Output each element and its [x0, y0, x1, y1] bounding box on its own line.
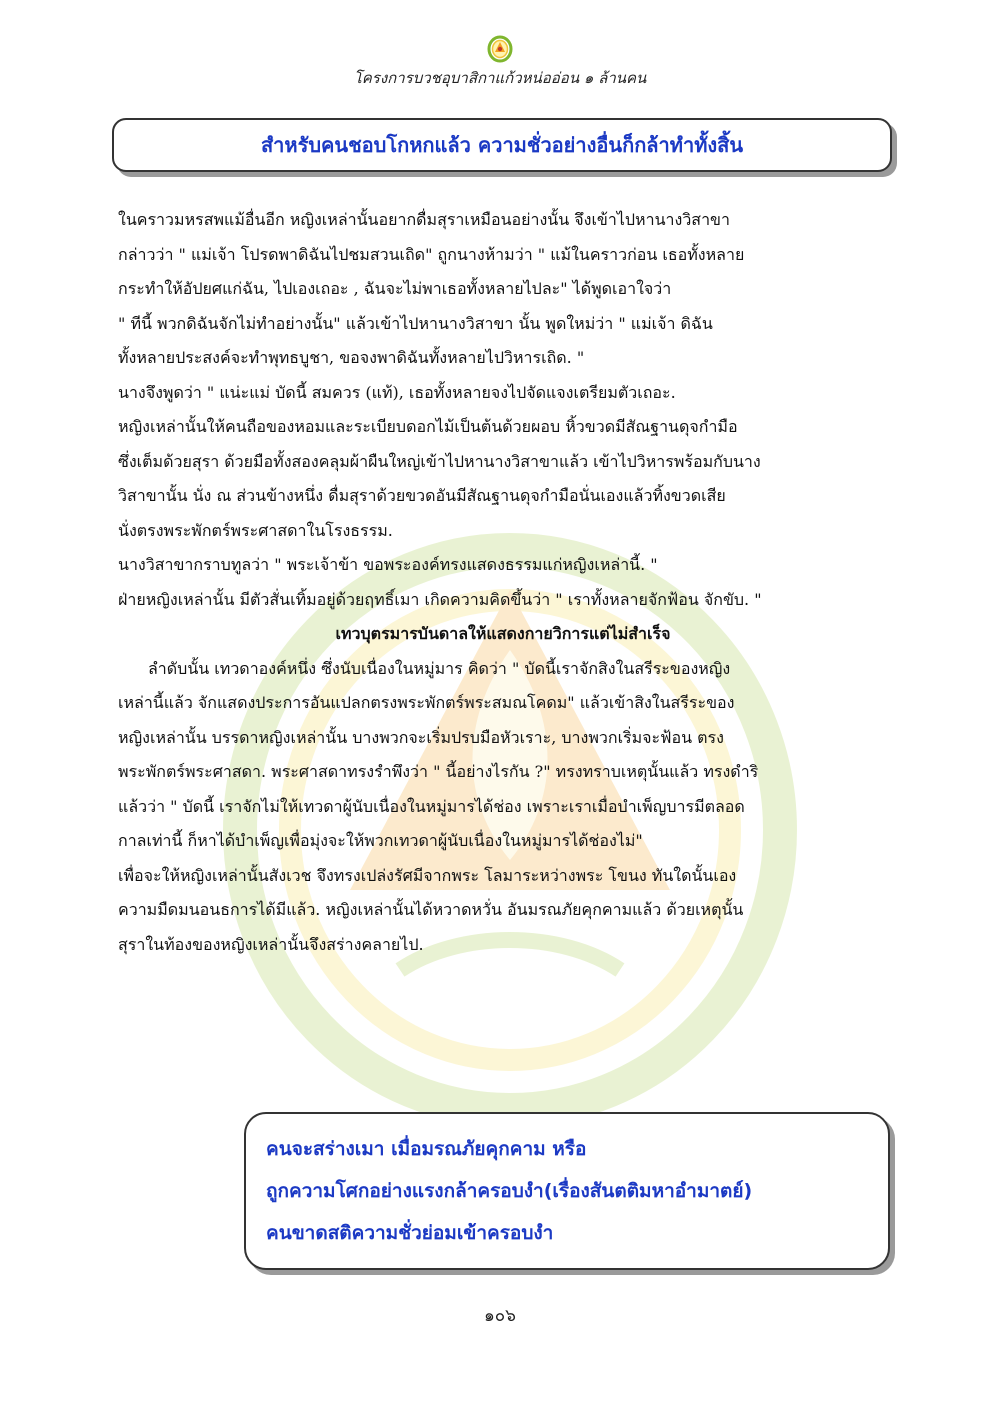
body-line: นางวิสาขากราบทูลว่า " พระเจ้าข้า ขอพระองค์ทรงแสดงธรรมแก่หญิงเหล่านี้. "	[118, 555, 658, 574]
body-line: กล่าวว่า " แม่เจ้า โปรดพาดิฉันไปชมสวนเถิด" ถูกนางห้ามว่า " แม้ในคราวก่อน เธอทั้งหลาย	[118, 244, 745, 264]
body-line: สุราในท้องของหญิงเหล่านั้นจึงสร่างคลายไป.	[118, 934, 424, 954]
body-line: แล้วว่า " บัดนี้ เราจักไม่ให้เทวดาผู้นับเนื่องในหมู่มารได้ช่อง เพราะเราเมื่อบำเพ็ญบารมีตลอด	[118, 796, 745, 816]
body-line: หญิงเหล่านั้น บรรดาหญิงเหล่านั้น บางพวกจะเริ่มปรบมือหัวเราะ, บางพวกเริ่มจะฟ้อน ตรง	[118, 727, 724, 747]
moral-line: ถูกความโศกอย่างแรงกล้าครอบงำ(เรื่องสันตติมหาอำมาตย์)	[266, 1180, 753, 1202]
body-text	[118, 203, 888, 962]
body-line: เพื่อจะให้หญิงเหล่านั้นสังเวช จึงทรงเปล่งรัศมีจากพระ โลมาระหว่างพระ โขนง ทันใดนั้นเอง	[118, 865, 737, 885]
body-line: " ทีนี้ พวกดิฉันจักไม่ทำอย่างนั้น" แล้วเข้าไปหานางวิสาขา นั้น พูดใหม่ว่า " แม่เจ้า ดิฉัน	[118, 313, 713, 333]
body-line: นั่งตรงพระพักตร์พระศาสดาในโรงธรรม.	[118, 520, 393, 540]
body-line: ในคราวมหรสพแม้อื่นอีก หญิงเหล่านั้นอยากดื่มสุราเหมือนอย่างนั้น จึงเข้าไปหานางวิสาขา	[118, 210, 730, 229]
body-line: ความมืดมนอนธการได้มีแล้ว. หญิงเหล่านั้นได้หวาดหวั่น อันมรณภัยคุกคามแล้ว ด้วยเหตุนั้น	[118, 900, 744, 919]
body-line: ฝ่ายหญิงเหล่านั้น มีตัวสั่นเทิ้มอยู่ด้วยฤทธิ์เมา เกิดความคิดขึ้นว่า " เราทั้งหลายจักฟ้อน จักขับ. "	[118, 589, 762, 609]
page-number: ๑๐๖	[484, 1306, 516, 1326]
lotus-logo-icon	[486, 34, 514, 64]
moral-line: คนขาดสติความชั่วย่อมเข้าครอบงำ	[266, 1222, 554, 1244]
body-line: วิสาขานั้น นั่ง ณ ส่วนข้างหนึ่ง ดื่มสุราด้วยขวดอันมีสัณฐานดุจกำมือนั่นเองแล้วทิ้งขวดเสีย	[118, 486, 726, 505]
subheading: เทวบุตรมารบันดาลให้แสดงกายวิการแต่ไม่สำเร็จ	[335, 624, 671, 643]
body-line: นางจึงพูดว่า " แน่ะแม่ บัดนี้ สมควร (แท้), เธอทั้งหลายจงไปจัดแจงเตรียมตัวเถอะ.	[118, 382, 676, 402]
section-title: สำหรับคนชอบโกหกแล้ว ความชั่วอย่างอื่นก็กล้าทำทั้งสิ้น	[260, 133, 744, 157]
body-line: กระทำให้อัปยศแก่ฉัน, ไปเองเถอะ , ฉันจะไม่พาเธอทั้งหลายไปละ" ได้พูดเอาใจว่า	[118, 279, 672, 298]
project-header: โครงการบวชอุบาสิกาแก้วหน่ออ่อน ๑ ล้านคน	[353, 69, 647, 87]
body-line: พระพักตร์พระศาสดา. พระศาสดาทรงรำพึงว่า " นี้อย่างไรกัน ?" ทรงทราบเหตุนั้นแล้ว ทรงดำริ	[118, 762, 759, 781]
body-line: เหล่านี้แล้ว จักแสดงประการอันแปลกตรงพระพักตร์พระสมณโคดม" แล้วเข้าสิงในสรีระของ	[118, 693, 735, 712]
body-line: หญิงเหล่านั้นให้คนถือของหอมและระเบียบดอกไม้เป็นต้นด้วยผอบ หิ้วขวดมีสัณฐานดุจกำมือ	[118, 417, 738, 436]
moral-callout-box	[244, 1112, 890, 1270]
body-line: ลำดับนั้น เทวดาองค์หนึ่ง ซึ่งนับเนื่องในหมู่มาร คิดว่า " บัดนี้เราจักสิงในสรีระของหญิง	[148, 658, 731, 678]
body-line: ซึ่งเต็มด้วยสุรา ด้วยมือทั้งสองคลุมผ้าผืนใหญ่เข้าไปหานางวิสาขาแล้ว เข้าไปวิหารพร้อมกับนาง	[118, 451, 761, 471]
body-line: ทั้งหลายประสงค์จะทำพุทธบูชา, ขอจงพาดิฉันทั้งหลายไปวิหารเถิด. "	[118, 348, 585, 367]
body-line: กาลเท่านี้ ก็หาได้บำเพ็ญเพื่อมุ่งจะให้พวกเทวดาผู้นับเนื่องในหมู่มารได้ช่องไม่"	[118, 831, 643, 850]
moral-line: คนจะสร่างเมา เมื่อมรณภัยคุกคาม หรือ	[266, 1138, 587, 1160]
title-callout-box	[112, 118, 892, 172]
